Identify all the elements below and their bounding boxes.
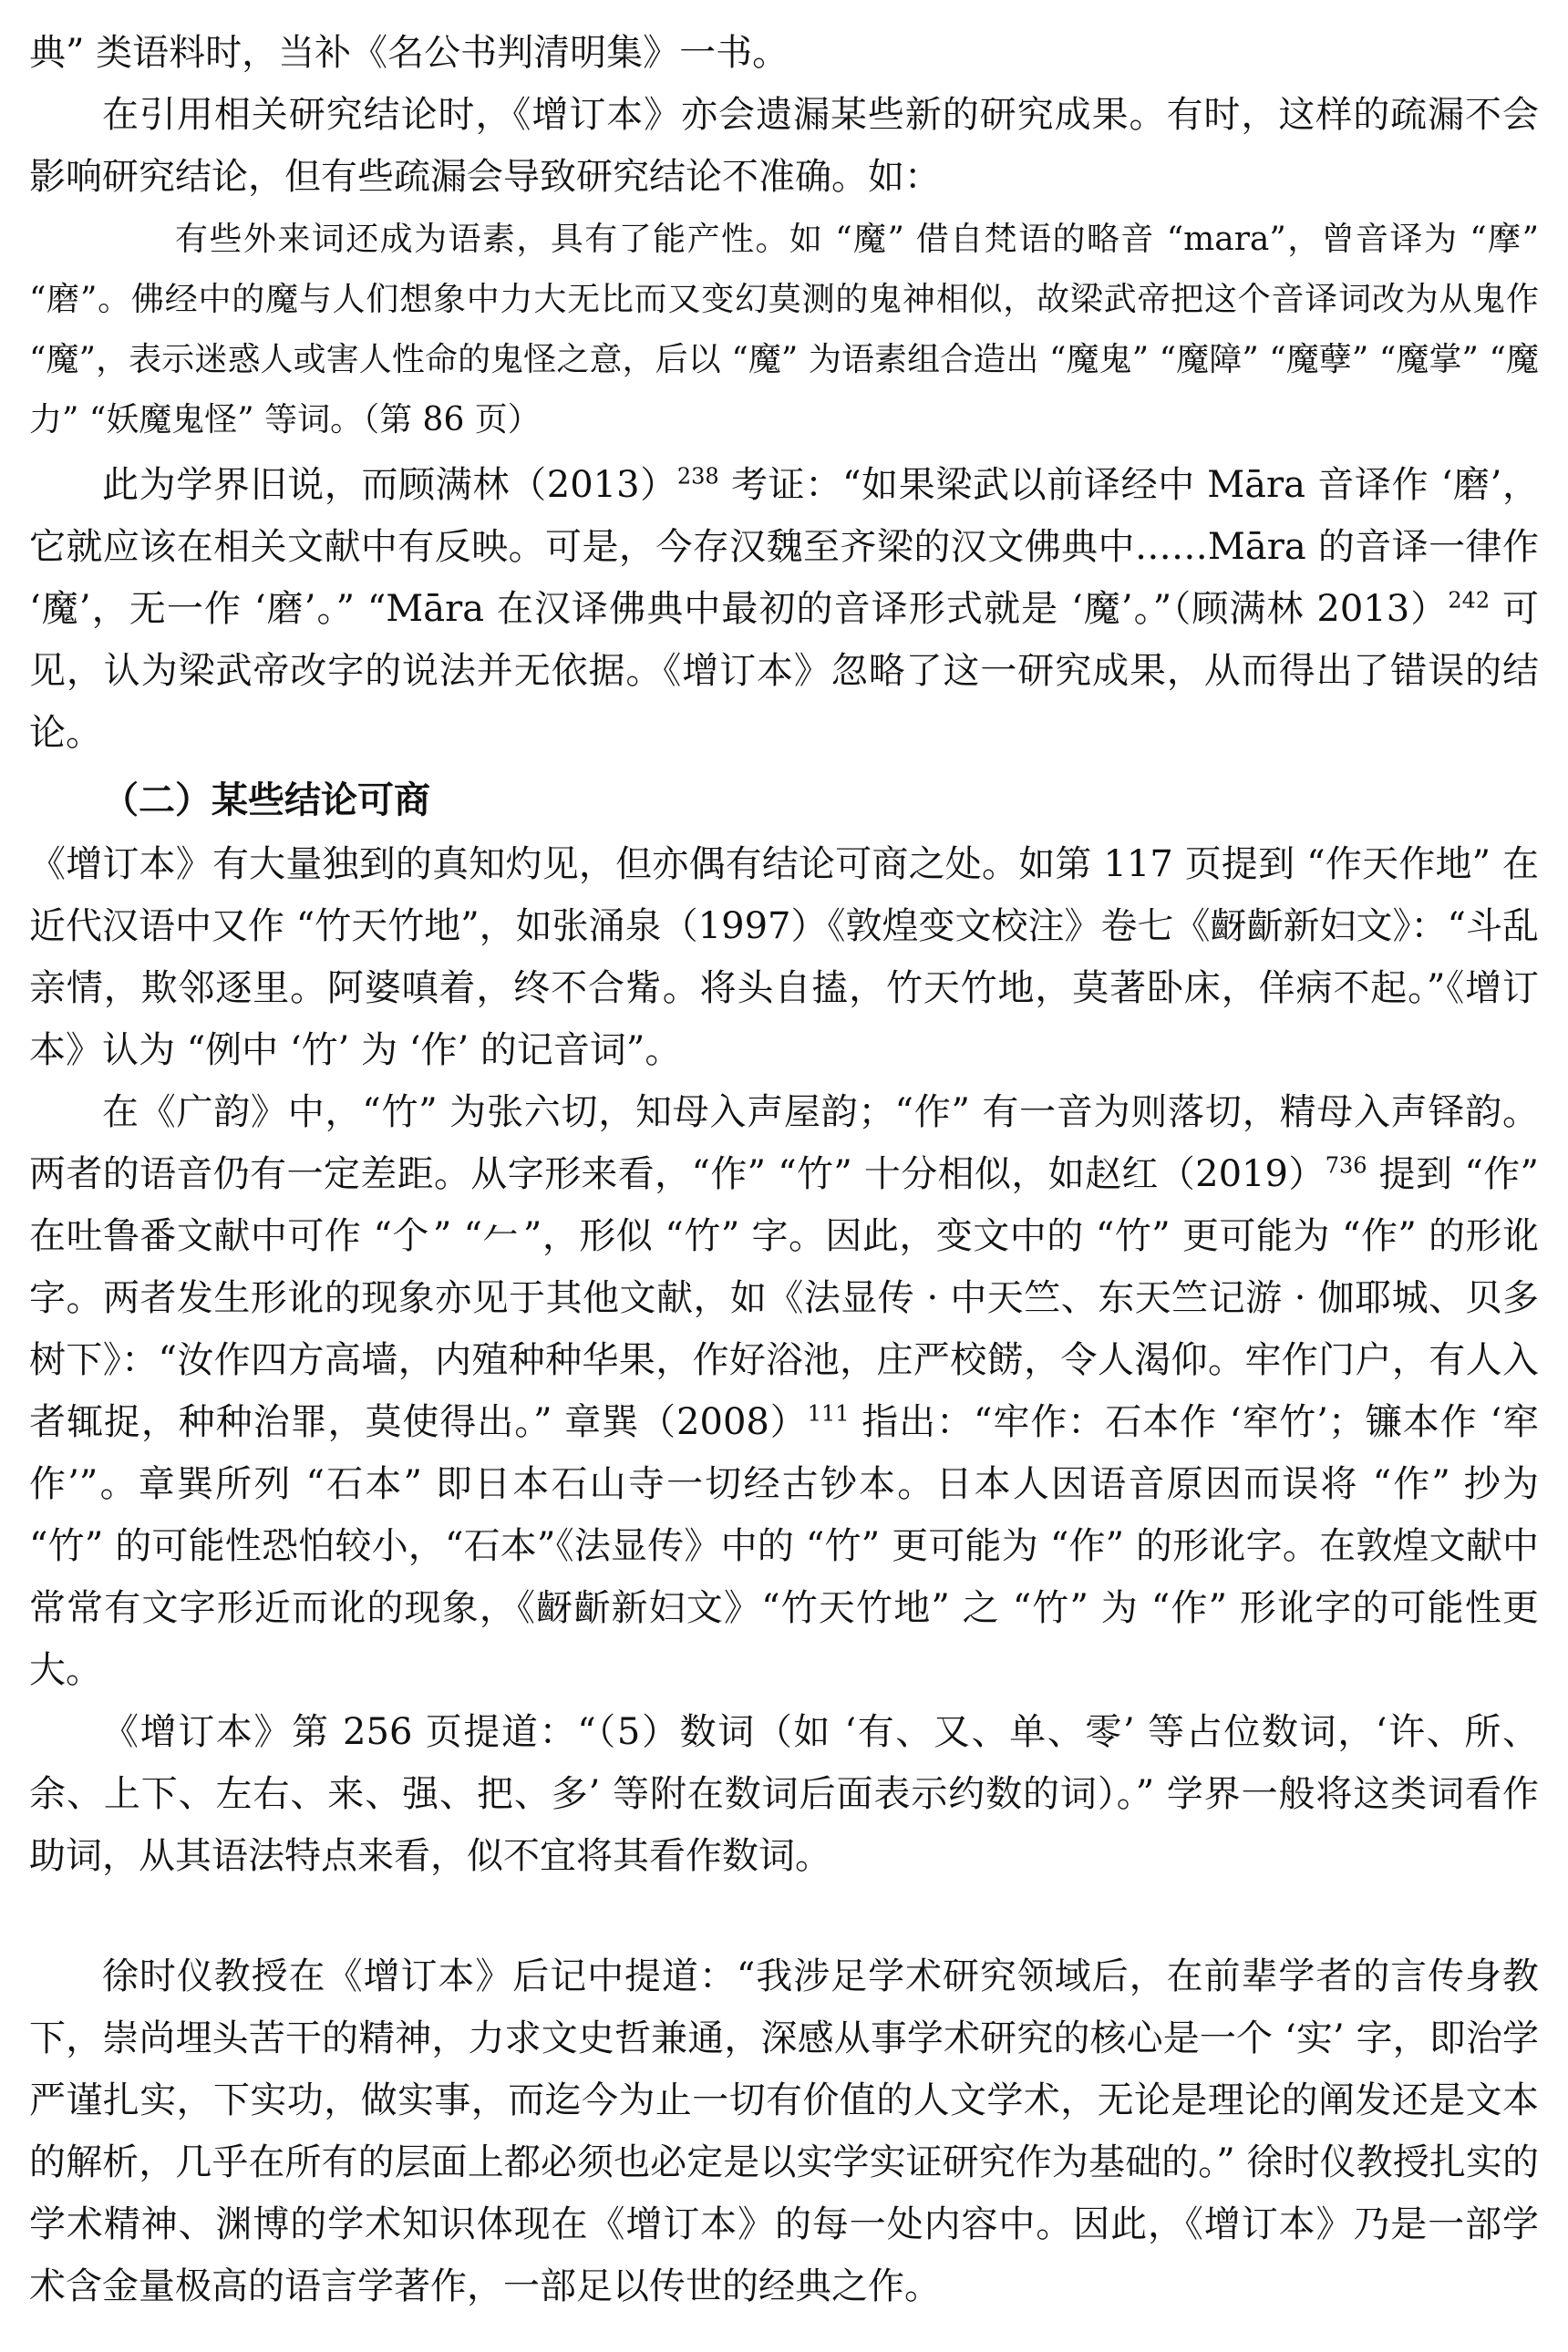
text-run: ”，形似 “竹” 字。因此，变文中的 “竹” 更可能为 “作” 的形讹字。两者发生形讹的现象亦见于其他文献，如《法显传 · 中天竺、东天竺记游 · 伽耶城、贝多树下》：“汝作四方高墙，内殖种种华果，作好浴池，庄严校餝，令人渴仰。牢作门户，有人入者辄捉，种种治罪，莫使得出。” 章巽（2008） [29, 1215, 1540, 1443]
page-superscript: 238 [676, 463, 719, 490]
page-superscript: 242 [1448, 587, 1491, 614]
section-heading: （二）某些结论可商 [102, 779, 430, 821]
text-run: 考证：“如果梁武以前译经中 Māra 音译作 ‘磨’，它就应该在相关文献中有反映。可是，今存汉魏至齐梁的汉文佛典中……Māra 的音译一律作 ‘魔’，无一作 ‘磨’。” “Māra 在汉译佛典中最初的音译形式就是 ‘魔’。”（顾满林 2013） [29, 464, 1540, 630]
paragraph-gu-manlin [29, 454, 1539, 764]
text-run: ” “ [432, 1215, 482, 1257]
text-run: 提到 “作” 在吐鲁番文献中可作 “ [29, 1153, 1539, 1257]
page-superscript: 736 [1325, 1152, 1367, 1179]
paragraph-conclusion: 徐时仪教授在《增订本》后记中提道：“我涉足学术研究领域后，在前辈学者的言传身教下，崇尚埋头苦干的精神，力求文史哲兼通，深感从事学术研究的核心是一个 ‘实’ 字，即治学严谨扎实，下实功，做实事，而迄今为止一切有价值的人文学术，无论是理论的阐发还是文本的解析，几乎在所有的层面上都必须也必定是以实学实证研究作为基础的。” 徐时仪教授扎实的学术精神、渊博的学术知识体现在《增订本》的每一处内容中。因此，《增订本》乃是一部学术含金量极高的语言学著作，一部足以传世的经典之作。 [29, 1955, 1539, 2307]
paragraph-zhutian: 《增订本》有大量独到的真知灼见，但亦偶有结论可商之处。如第 117 页提到 “作天作地” 在近代汉语中又作 “竹天竹地”，如张涌泉（1997）《敦煌变文校注》卷七《齖齗新妇文》：“斗乱亲情，欺邻逐里。阿婆嗔着，终不合觜。将头自搕，竹天竹地，莫著卧床，佯病不起。”《增订本》认为 “例中 ‘竹’ 为 ‘作’ 的记音词”。 [29, 843, 1539, 1071]
variant-character-glyph: 𠆤 [391, 1215, 433, 1257]
text-run: 在《广韵》中，“竹” 为张六切，知母入声屋韵；“作” 有一音为则落切，精母入声铎韵。两者的语音仍有一定差距。从字形来看，“作” “竹” 十分相似，如赵红（2019） [29, 1091, 1539, 1195]
block-quote-mara: 有些外来词还成为语素，具有了能产性。如 “魔” 借自梵语的略音 “mara”，曾音译为 “摩” “磨”。佛经中的魔与人们想象中力大无比而又变幻莫测的鬼神相似，故梁武帝把这个音译词改为从鬼作 “魔”，表示迷惑人或害人性命的鬼怪之意，后以 “魔” 为语素组合造出 “魔鬼” “魔障” “魔孽” “魔掌” “魔力” “妖魔鬼怪” 等词。（第 86 页） [29, 221, 1539, 438]
paragraph-guangyun [29, 1081, 1539, 1701]
variant-character-glyph: 𠂉 [481, 1215, 523, 1257]
paragraph-citation-omission: 在引用相关研究结论时，《增订本》亦会遗漏某些新的研究成果。有时，这样的疏漏不会影响研究结论，但有些疏漏会导致研究结论不准确。如： [29, 94, 1539, 198]
section-gap [29, 1887, 1539, 1945]
text-run: 可见，认为梁武帝改字的说法并无依据。《增订本》忽略了这一研究成果，从而得出了错误的结论。 [29, 588, 1540, 754]
text-run: 此为学界旧说，而顾满林（2013） [102, 464, 677, 506]
article-page [29, 22, 1539, 2317]
text-run: 指出：“牢作：石本作 ‘窂竹’；镰本作 ‘窂作’”。章巽所列 “石本” 即日本石山寺一切经古钞本。日本人因语音原因而误将 “作” 抄为 “竹” 的可能性恐怕较小，“石本”《法显传》中的 “竹” 更可能为 “作” 的形讹字。在敦煌文献中常常有文字形近而讹的现象，《齖齗新妇文》“竹天竹地” 之 “竹” 为 “作” 形讹字的可能性更大。 [29, 1401, 1539, 1691]
paragraph-continued: 典” 类语料时，当补《名公书判清明集》一书。 [29, 32, 789, 74]
paragraph-numerals: 《增订本》第 256 页提道：“（5）数词（如 ‘有、又、单、零’ 等占位数词，‘许、所、余、上下、左右、来、强、把、多’ 等附在数词后面表示约数的词）。” 学界一般将这类词看作助词，从其语法特点来看，似不宜将其看作数词。 [29, 1711, 1539, 1877]
page-superscript: 111 [807, 1400, 850, 1427]
